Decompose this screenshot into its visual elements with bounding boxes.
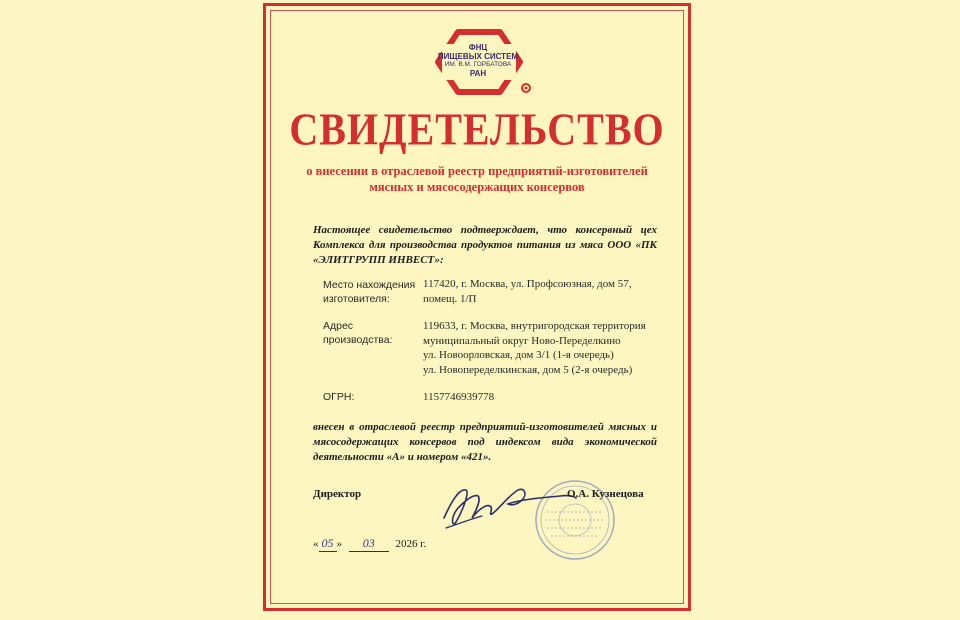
issue-date	[313, 536, 426, 552]
location-label	[323, 278, 423, 306]
location-value	[423, 277, 663, 306]
location-label-line1: Место нахождения	[323, 279, 416, 291]
date-open-quote: «	[313, 538, 319, 550]
director-signature-icon	[438, 478, 578, 536]
location-label-line2: изготовителя:	[323, 293, 390, 305]
date-close-quote: »	[336, 538, 342, 550]
certificate-subtitle-line2: мясных и мясосодержащих консервов	[369, 180, 585, 194]
address-value-line2: муниципальный округ Ново-Переделкино	[423, 334, 621, 347]
ogrn-label: ОГРН:	[323, 391, 355, 403]
location-value-line2: помещ. 1/П	[423, 292, 477, 305]
logo-text-line3: ИМ. В.М. ГОРБАТОВА	[444, 61, 512, 68]
address-value-line3: ул. Новоорловская, дом 3/1 (1-я очередь)	[423, 349, 614, 361]
date-month: 03	[349, 536, 389, 552]
address-label-line2: производства:	[323, 334, 393, 346]
address-value-line1: 119633, г. Москва, внутригородская территория	[423, 320, 646, 332]
location-value-line1: 117420, г. Москва, ул. Профсоюзная, дом 57,	[423, 278, 632, 290]
certificate-title: СВИДЕТЕЛЬСТВО	[289, 103, 665, 155]
address-value-line4: ул. Новопеределкинская, дом 5 (2-я очередь)	[423, 363, 633, 376]
logo-text-line4: РАН	[469, 69, 487, 78]
ogrn-value: 1157746939778	[423, 391, 495, 403]
address-label-line1: Адрес	[323, 320, 354, 332]
logo-text-line2: ПИЩЕВЫХ СИСТЕМ	[437, 52, 519, 61]
address-value	[423, 319, 663, 377]
intro-paragraph: Настоящее свидетельство подтверждает, что консервный цех Комплекса для производства продуктов питания из мяса ООО «ПК «ЭЛИТГРУПП ИНВЕСТ»:	[313, 224, 657, 266]
address-label	[323, 319, 423, 347]
director-title: Директор	[313, 488, 362, 500]
date-day: 05	[319, 536, 337, 552]
registry-paragraph: внесен в отраслевой реестр предприятий-изготовителей мясных и мясосодержащих консервов под индексом вида экономической деятельности «А» и номером «421».	[313, 421, 657, 463]
logo-text-line1: ФНЦ	[468, 43, 488, 52]
date-year: 2026 г.	[395, 538, 427, 550]
certificate-subtitle-line1: о внесении в отраслевой реестр предприятий-изготовителей	[306, 164, 648, 178]
director-name: О.А. Кузнецова	[567, 488, 644, 500]
